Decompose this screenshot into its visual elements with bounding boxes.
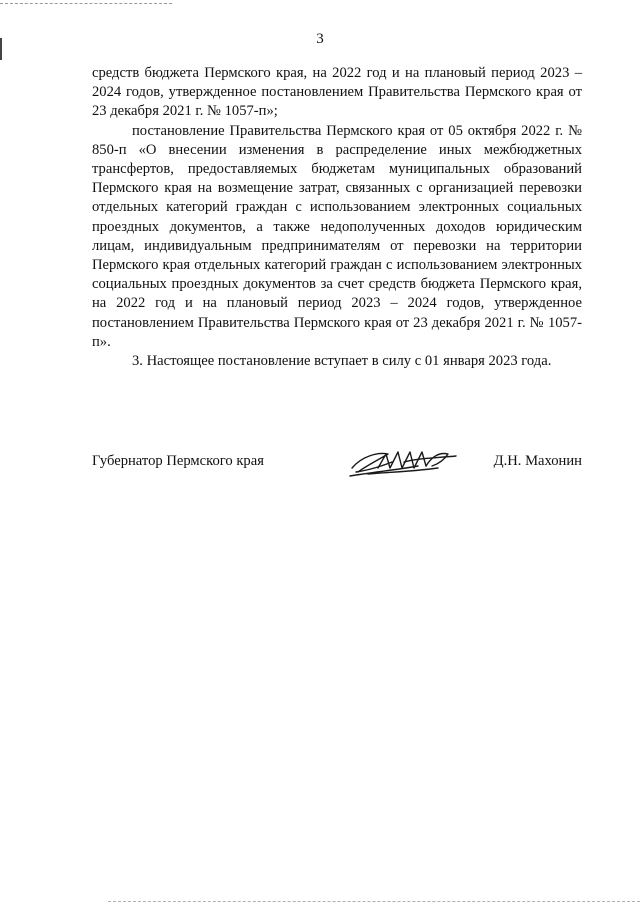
signature-block (92, 450, 582, 480)
signatory-title: Губернатор Пермского края (92, 453, 264, 469)
page-number: 3 (316, 31, 324, 47)
document-body (92, 64, 582, 371)
signatory-name: Д.Н. Махонин (493, 453, 582, 469)
paragraph-effective-date: 3. Настоящее постановление вступает в силу с 01 января 2023 года. (132, 353, 552, 370)
paragraph-continuation: средств бюджета Пермского края, на 2022 год и на плановый период 2023 – 2024 годов, утвержденное постановлением Правительства Пермского края от 23 декабря 2021 г. № 1057-п»; (92, 65, 582, 120)
handwritten-signature-icon (348, 442, 460, 482)
paragraph-resolution-reference: постановление Правительства Пермского края от 05 октября 2022 г. № 850-п «О внесении изменения в распределение иных межбюджетных трансфертов, предоставляемых бюджетам муниципальных образований Пермского края на возмещение затрат, связанных с организацией перевозки отдельных категорий граждан с использованием электронных социальных проездных документов, а также недополученных доходов юридическим лицам, индивидуальным предпринимателям от перевозки на территории Пермского края отдельных категорий граждан с использованием электронных социальных проездных документов за счет средств бюджета Пермского края, на 2022 год и на плановый период 2023 – 2024 годов, утвержденное постановлением Правительства Пермского края от 23 декабря 2021 г. № 1057-п». (92, 122, 582, 350)
scan-border-bottom (108, 901, 640, 902)
scan-border-top (0, 3, 172, 4)
